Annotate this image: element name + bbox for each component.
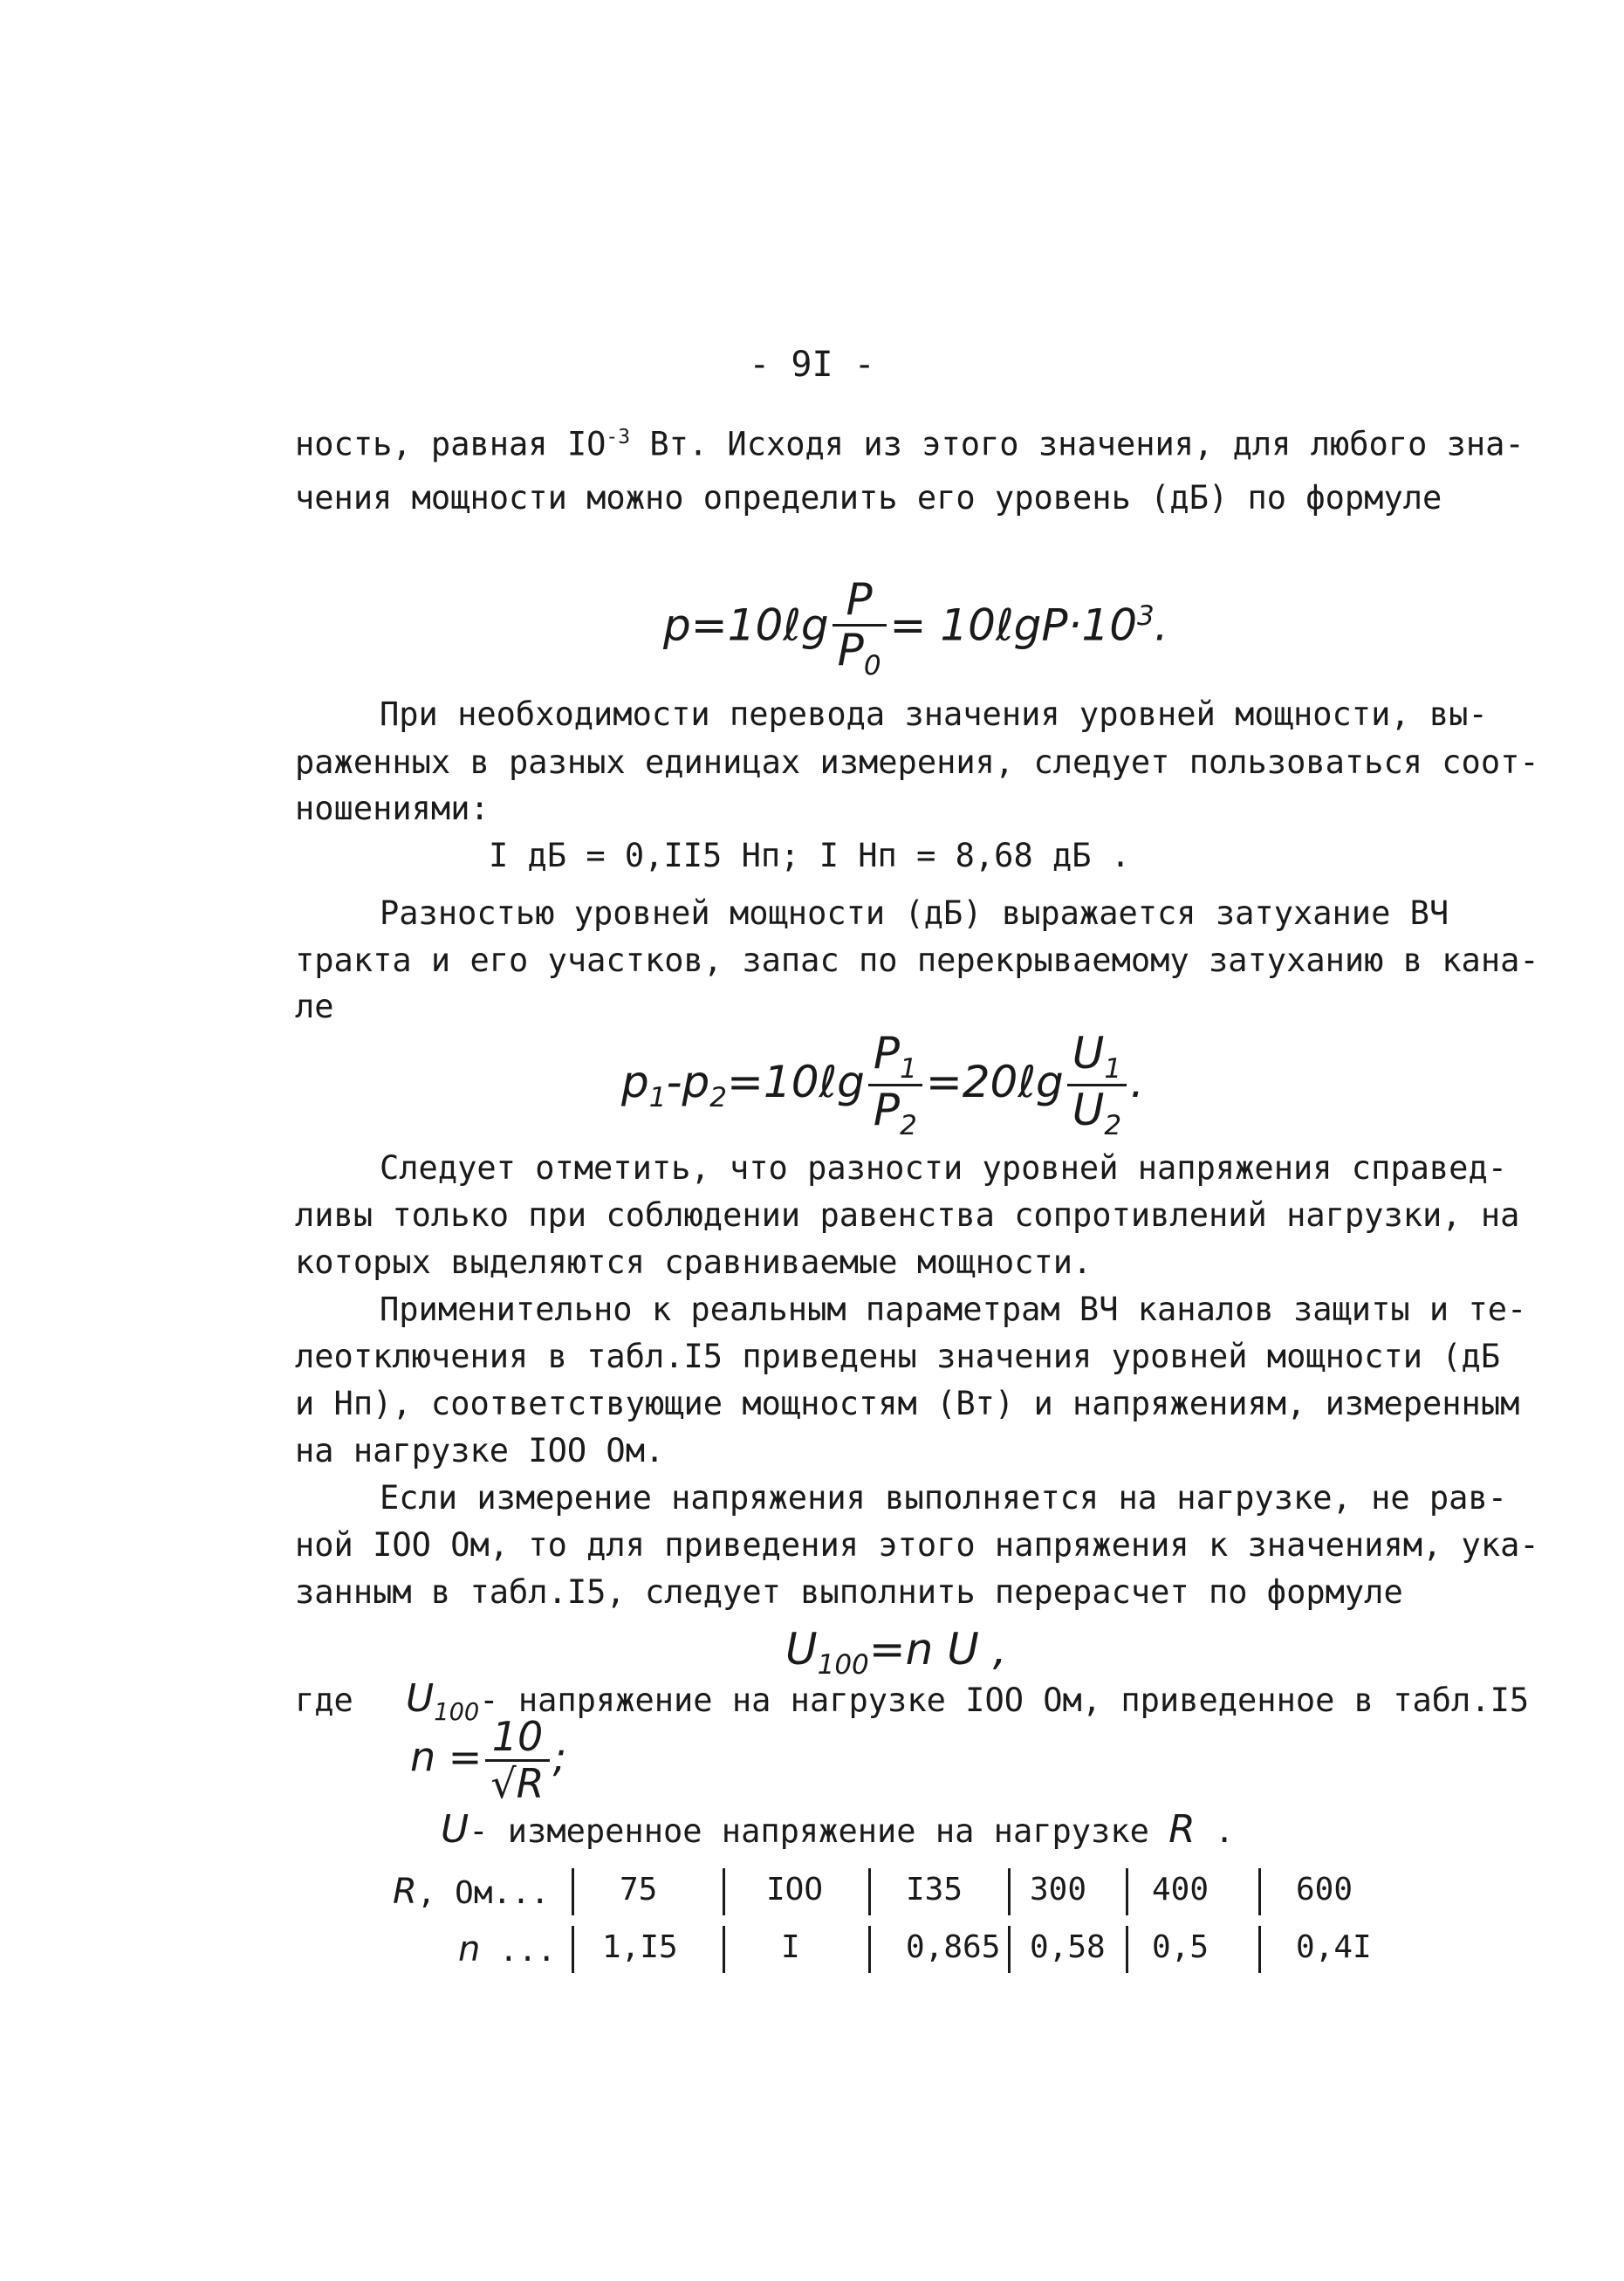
text-line: тракта и его участков, запас по перекрываемому затуханию в кана- bbox=[295, 942, 1539, 979]
table-cell: I35 bbox=[906, 1872, 963, 1908]
table-cell: 300 bbox=[1030, 1872, 1087, 1908]
text-line: и Нп), соответствующие мощностям (Вт) и напряжениям, измеренным bbox=[295, 1385, 1520, 1422]
table-row-label: R, Ом... bbox=[393, 1872, 550, 1912]
formula-n: n = $\frac{10}{√R}$ ; bbox=[410, 1713, 567, 1807]
text-line: ношениями: bbox=[295, 790, 490, 827]
formula-level-difference: $p_1-p_2=10\ell g$ $\frac{P_1}{P_2}$ =20ℓg $\frac{U_1}{U_2}$ . bbox=[621, 1028, 1144, 1142]
table-cell: 400 bbox=[1152, 1872, 1209, 1908]
table-cell: IOO bbox=[766, 1872, 824, 1908]
page-number: - 9I - bbox=[749, 345, 875, 385]
table-cell: 75 bbox=[620, 1872, 658, 1908]
text-line: ность, равная $IO^{-3}$ Вт. Исходя из этого значения, для любого зна- bbox=[295, 425, 1525, 463]
table-cell: 600 bbox=[1296, 1872, 1353, 1908]
definition-u: U- измеренное напряжение на нагрузке R . bbox=[441, 1807, 1235, 1852]
text-line: ле bbox=[295, 988, 334, 1025]
text-line: Разностью уровней мощности (дБ) выражается затухание ВЧ bbox=[380, 894, 1449, 932]
table-row-label: n ... bbox=[458, 1929, 557, 1969]
formula-voltage-conversion: $U_{100}=n$ U , bbox=[785, 1624, 1007, 1681]
text-line: на нагрузке IOO Ом. bbox=[295, 1432, 665, 1469]
text-line: Если измерение напряжения выполняется на нагрузке, не рав- bbox=[380, 1479, 1508, 1517]
where-label: где bbox=[295, 1682, 353, 1719]
text-line: леотключения в табл.I5 приведены значения уровней мощности (дБ bbox=[295, 1338, 1501, 1375]
text-line: ливы только при соблюдении равенства сопротивлений нагрузки, на bbox=[295, 1196, 1520, 1234]
text-line: Следует отметить, что разности уровней напряжения справед- bbox=[380, 1149, 1508, 1187]
text-line: чения мощности можно определить его уровень (дБ) по формуле bbox=[295, 479, 1442, 517]
table-cell: I bbox=[781, 1929, 800, 1965]
table-cell: 0,865 bbox=[906, 1929, 1001, 1965]
table-cell: 1,I5 bbox=[602, 1929, 678, 1965]
formula-power-level: p=10ℓg $\frac{P}{P_0}$ = $10\ell gP\cdot 10^3$. bbox=[663, 574, 1168, 682]
table-cell: 0,4I bbox=[1296, 1929, 1372, 1965]
table-cell: 0,5 bbox=[1152, 1929, 1209, 1965]
text-line: ной IOO Ом, то для приведения этого напряжения к значениям, ука- bbox=[295, 1526, 1539, 1564]
conversion-formula: I дБ = 0,II5 Нп; I Нп = 8,68 дБ . bbox=[489, 837, 1131, 874]
text-line: При необходимости перевода значения уровней мощности, вы- bbox=[380, 695, 1488, 733]
text-line: которых выделяются сравниваемые мощности. bbox=[295, 1243, 1093, 1281]
text-line: раженных в разных единицах измерения, следует пользоваться соот- bbox=[295, 743, 1539, 781]
table-cell: 0,58 bbox=[1030, 1929, 1106, 1965]
text-line: Применительно к реальным параметрам ВЧ каналов защиты и те- bbox=[380, 1291, 1527, 1328]
text-line: занным в табл.I5, следует выполнить перерасчет по формуле bbox=[295, 1573, 1403, 1611]
definition-u100: $U_{100}-$ напряжение на нагрузке IOO Ом, приведенное в табл.I5 bbox=[406, 1676, 1530, 1726]
